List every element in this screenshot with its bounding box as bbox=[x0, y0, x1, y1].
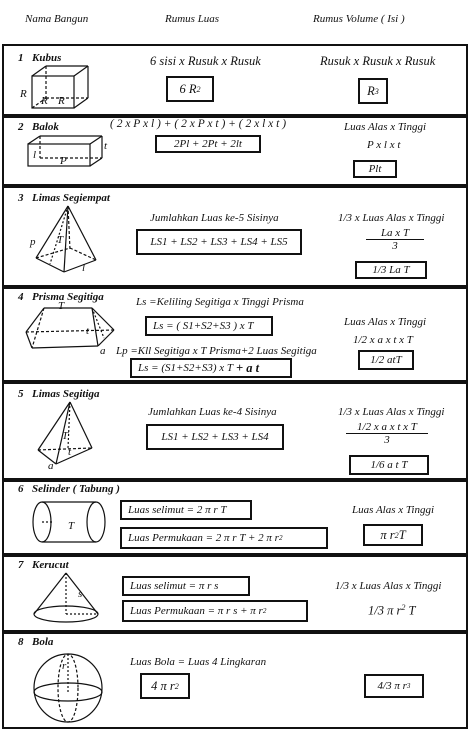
header-nama-bangun: Nama Bangun bbox=[25, 13, 89, 25]
row-number: 5 bbox=[18, 388, 24, 400]
label-p: P bbox=[60, 155, 67, 167]
shape-name: Prisma Segitiga bbox=[32, 291, 104, 303]
shape-name: Kerucut bbox=[32, 559, 69, 571]
label-t-upper: T bbox=[58, 300, 65, 312]
volume-text: 1/3 x Luas Alas x Tinggi bbox=[335, 580, 442, 592]
luas-text: Ls =Keliling Segitiga x Tinggi Prisma bbox=[136, 296, 304, 308]
luas-formula-box: Luas selimut = 2 π r T bbox=[120, 500, 252, 520]
volume-formula-box: 1/2 atT bbox=[358, 350, 414, 370]
luas-text: ( 2 x P x l ) + ( 2 x P x t ) + ( 2 x l x t ) bbox=[110, 118, 287, 130]
volume-formula-box: R 3 bbox=[358, 78, 388, 104]
shape-name: Kubus bbox=[32, 52, 62, 64]
label-t-upper: T bbox=[62, 430, 69, 442]
luas-formula-box: LS1 + LS2 + LS3 + LS4 + LS5 bbox=[136, 229, 302, 255]
label-r: R bbox=[58, 95, 65, 107]
row-number: 4 bbox=[18, 291, 24, 303]
volume-fraction: La x T 3 bbox=[366, 227, 424, 252]
volume-formula-box: Plt bbox=[353, 160, 397, 178]
shape-name: Balok bbox=[32, 121, 59, 133]
volume-text-2: 1/2 x a x t x T bbox=[353, 334, 413, 346]
header-rumus-luas: Rumus Luas bbox=[165, 13, 220, 25]
volume-formula-box: 1/3 La T bbox=[355, 261, 427, 279]
row-number: 7 bbox=[18, 559, 24, 571]
row-number: 6 bbox=[18, 483, 24, 495]
luas-formula-box-2: Luas Permukaan = π r s + π r 2 bbox=[122, 600, 308, 622]
label-r: R bbox=[20, 88, 27, 100]
label-l: l bbox=[33, 149, 37, 161]
row-number: 8 bbox=[18, 636, 24, 648]
volume-text: Rusuk x Rusuk x Rusuk bbox=[320, 54, 436, 68]
volume-formula-box: 4/3 π r 3 bbox=[364, 674, 424, 698]
label-t: t bbox=[104, 140, 108, 152]
volume-text-2: P x l x t bbox=[367, 139, 401, 151]
label-a: a bbox=[100, 345, 106, 357]
luas-formula-box: Ls = ( S1+S2+S3 ) x T bbox=[145, 316, 273, 336]
cuboid-icon bbox=[26, 132, 116, 172]
volume-text-2: 1/3 π $r^2$ T bbox=[368, 603, 416, 618]
square-pyramid-icon bbox=[24, 202, 114, 282]
row-number: 3 bbox=[18, 192, 24, 204]
label-t: t bbox=[68, 446, 72, 458]
shape-name: Selinder ( Tabung ) bbox=[32, 483, 120, 495]
cone-icon bbox=[28, 570, 108, 626]
luas-text: 6 sisi x Rusuk x Rusuk bbox=[150, 54, 261, 68]
volume-text: 1/3 x Luas Alas x Tinggi bbox=[338, 212, 445, 224]
triangular-prism-icon bbox=[22, 304, 122, 356]
volume-text: Luas Alas x Tinggi bbox=[352, 504, 435, 516]
luas-text-2: Lp =Kll Segitiga x T Prisma+2 Luas Segitiga bbox=[116, 345, 317, 357]
luas-formula-box: LS1 + LS2 + LS3 + LS4 bbox=[146, 424, 284, 450]
luas-formula-box: 6 R 2 bbox=[166, 76, 214, 102]
label-r: R bbox=[41, 95, 48, 107]
triangular-pyramid-icon bbox=[34, 398, 104, 473]
cube-icon bbox=[22, 62, 112, 112]
luas-formula-box: 2Pl + 2Pt + 2lt bbox=[155, 135, 261, 153]
row-number: 2 bbox=[18, 121, 24, 133]
shape-name: Bola bbox=[32, 636, 54, 648]
label-l: l bbox=[82, 262, 86, 274]
label-t: t bbox=[86, 325, 90, 337]
luas-formula-box: 4 π r 2 bbox=[140, 673, 190, 699]
label-r: r bbox=[62, 660, 67, 672]
label-p: p bbox=[30, 236, 36, 248]
luas-text: Jumlahkan Luas ke-5 Sisinya bbox=[150, 212, 279, 224]
luas-formula-box: Luas selimut = π r s bbox=[122, 576, 250, 596]
volume-fraction: 1/2 x a x t x T 3 bbox=[346, 421, 428, 446]
label-s: s bbox=[78, 588, 83, 600]
shape-name: Limas Segitiga bbox=[32, 388, 100, 400]
header-rumus-volume: Rumus Volume ( Isi ) bbox=[313, 13, 405, 25]
luas-formula-box-2: Ls = (S1+S2+S3) x T + a t bbox=[130, 358, 292, 378]
volume-text: Luas Alas x Tinggi bbox=[344, 316, 427, 328]
volume-formula-box: 1/6 a t T bbox=[349, 455, 429, 475]
volume-text: Luas Alas x Tinggi bbox=[344, 121, 427, 133]
luas-formula-box-2: Luas Permukaan = 2 π r T + 2 π r 2 bbox=[120, 527, 328, 549]
volume-formula-box: π r 2 T bbox=[363, 524, 423, 546]
label-a: a bbox=[48, 460, 54, 472]
luas-text: Luas Bola = Luas 4 Lingkaran bbox=[130, 656, 267, 668]
label-t: T bbox=[57, 234, 64, 246]
volume-text: 1/3 x Luas Alas x Tinggi bbox=[338, 406, 445, 418]
row-number: 1 bbox=[18, 52, 24, 64]
shape-name: Limas Segiempat bbox=[32, 192, 110, 204]
label-t: T bbox=[68, 520, 75, 532]
luas-text: Jumlahkan Luas ke-4 Sisinya bbox=[148, 406, 277, 418]
sphere-icon bbox=[28, 648, 112, 728]
